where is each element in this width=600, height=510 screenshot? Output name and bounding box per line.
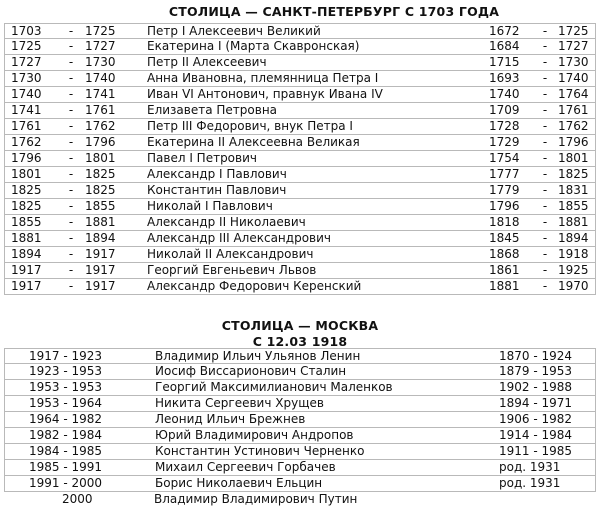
- birth-year: 1672: [489, 24, 520, 38]
- reign-end: 1881: [85, 215, 116, 229]
- life-dash: -: [542, 183, 548, 197]
- birth-year: 1845: [489, 231, 520, 245]
- reign-dash: -: [68, 135, 74, 149]
- section-title-moscow: СТОЛИЦА — МОСКВА: [221, 318, 379, 333]
- birth-year: 1684: [489, 39, 520, 53]
- ruler-name: Павел I Петрович: [147, 151, 257, 165]
- reign-end: 1825: [85, 183, 116, 197]
- life-years: 1879 - 1953: [499, 364, 573, 378]
- death-year: 1801: [558, 151, 589, 165]
- birth-year: 1729: [489, 135, 520, 149]
- death-year: 1925: [558, 263, 589, 277]
- birth-year: 1693: [489, 71, 520, 85]
- table-row: [4, 476, 596, 492]
- reign-start: 1703: [11, 24, 42, 38]
- reign-start: 1761: [11, 119, 42, 133]
- reign-dash: -: [68, 24, 74, 38]
- rulers-table-moscow: [4, 348, 596, 508]
- life-dash: -: [542, 87, 548, 101]
- reign-end: 1725: [85, 24, 116, 38]
- table-row: [4, 39, 596, 55]
- death-year: 1796: [558, 135, 589, 149]
- rule-years: 1985 - 1991: [29, 460, 103, 474]
- death-year: 1764: [558, 87, 589, 101]
- table-row: [4, 492, 596, 508]
- life-years: 1906 - 1982: [499, 412, 573, 426]
- life-years: род. 1931: [499, 460, 561, 474]
- table-row: [4, 444, 596, 460]
- table-row: [4, 380, 596, 396]
- reign-start: 1741: [11, 103, 42, 117]
- life-years: род. 1931: [499, 476, 561, 490]
- reign-start: 1825: [11, 183, 42, 197]
- death-year: 1740: [558, 71, 589, 85]
- life-years: 1894 - 1971: [499, 396, 573, 410]
- table-row: [4, 167, 596, 183]
- life-dash: -: [542, 215, 548, 229]
- table-row: [4, 215, 596, 231]
- ruler-name: Александр II Николаевич: [147, 215, 306, 229]
- death-year: 1970: [558, 279, 589, 293]
- reign-dash: -: [68, 247, 74, 261]
- ruler-name: Константин Павлович: [147, 183, 287, 197]
- rule-years: 1917 - 1923: [29, 349, 103, 363]
- death-year: 1855: [558, 199, 589, 213]
- table-row: [4, 71, 596, 87]
- birth-year: 1754: [489, 151, 520, 165]
- reign-start: 1725: [11, 39, 42, 53]
- life-dash: -: [542, 151, 548, 165]
- ruler-name: Леонид Ильич Брежнев: [155, 412, 306, 426]
- ruler-name: Николай I Павлович: [147, 199, 273, 213]
- table-row: [4, 23, 596, 39]
- reign-end: 1917: [85, 247, 116, 261]
- table-row: [4, 231, 596, 247]
- ruler-name: Георгий Максимилианович Маленков: [155, 380, 393, 394]
- ruler-name: Петр I Алексеевич Великий: [147, 24, 321, 38]
- table-row: [4, 460, 596, 476]
- ruler-name: Иван VI Антонович, правнук Ивана IV: [147, 87, 383, 101]
- table-row: [4, 279, 596, 295]
- life-dash: -: [542, 247, 548, 261]
- death-year: 1727: [558, 39, 589, 53]
- birth-year: 1861: [489, 263, 520, 277]
- ruler-name: Анна Ивановна, племянница Петра I: [147, 71, 379, 85]
- reign-end: 1917: [85, 263, 116, 277]
- reign-start: 1894: [11, 247, 42, 261]
- reign-end: 1825: [85, 167, 116, 181]
- reign-dash: -: [68, 279, 74, 293]
- birth-year: 1740: [489, 87, 520, 101]
- birth-year: 1715: [489, 55, 520, 69]
- life-dash: -: [542, 199, 548, 213]
- ruler-name: Петр II Алексеевич: [147, 55, 267, 69]
- death-year: 1831: [558, 183, 589, 197]
- ruler-name: Александр I Павлович: [147, 167, 287, 181]
- reign-start: 1796: [11, 151, 42, 165]
- reign-end: 1894: [85, 231, 116, 245]
- reign-dash: -: [68, 263, 74, 277]
- reign-end: 1762: [85, 119, 116, 133]
- table-row: [4, 247, 596, 263]
- reign-end: 1730: [85, 55, 116, 69]
- ruler-name: Владимир Владимирович Путин: [154, 492, 358, 506]
- reign-dash: -: [68, 151, 74, 165]
- reign-start: 1917: [11, 279, 42, 293]
- ruler-name: Екатерина I (Марта Скавронская): [147, 39, 360, 53]
- table-row: [4, 151, 596, 167]
- ruler-name: Елизавета Петровна: [147, 103, 278, 117]
- reign-start: 1730: [11, 71, 42, 85]
- reign-dash: -: [68, 103, 74, 117]
- reign-dash: -: [68, 231, 74, 245]
- table-row: [4, 199, 596, 215]
- reign-dash: -: [68, 39, 74, 53]
- death-year: 1761: [558, 103, 589, 117]
- table-row: [4, 87, 596, 103]
- table-row: [4, 103, 596, 119]
- reign-end: 1761: [85, 103, 116, 117]
- death-year: 1825: [558, 167, 589, 181]
- ruler-name: Екатерина II Алексеевна Великая: [147, 135, 360, 149]
- life-dash: -: [542, 71, 548, 85]
- death-year: 1762: [558, 119, 589, 133]
- birth-year: 1728: [489, 119, 520, 133]
- rule-years: 2000: [62, 492, 93, 506]
- rule-years: 1984 - 1985: [29, 444, 103, 458]
- life-years: 1870 - 1924: [499, 349, 573, 363]
- rule-years: 1982 - 1984: [29, 428, 103, 442]
- reign-dash: -: [68, 199, 74, 213]
- reign-start: 1740: [11, 87, 42, 101]
- life-dash: -: [542, 167, 548, 181]
- reign-end: 1796: [85, 135, 116, 149]
- life-dash: -: [542, 279, 548, 293]
- life-dash: -: [542, 39, 548, 53]
- rule-years: 1953 - 1953: [29, 380, 103, 394]
- ruler-name: Георгий Евгеньевич Львов: [147, 263, 317, 277]
- birth-year: 1881: [489, 279, 520, 293]
- table-row: [4, 396, 596, 412]
- reign-end: 1801: [85, 151, 116, 165]
- birth-year: 1818: [489, 215, 520, 229]
- table-row: [4, 412, 596, 428]
- reign-end: 1727: [85, 39, 116, 53]
- table-row: [4, 348, 596, 364]
- life-dash: -: [542, 263, 548, 277]
- ruler-name: Михаил Сергеевич Горбачев: [155, 460, 336, 474]
- birth-year: 1868: [489, 247, 520, 261]
- reign-dash: -: [68, 71, 74, 85]
- reign-start: 1855: [11, 215, 42, 229]
- life-dash: -: [542, 55, 548, 69]
- life-years: 1902 - 1988: [499, 380, 573, 394]
- rule-years: 1964 - 1982: [29, 412, 103, 426]
- reign-start: 1917: [11, 263, 42, 277]
- reign-start: 1727: [11, 55, 42, 69]
- reign-dash: -: [68, 119, 74, 133]
- ruler-name: Борис Николаевич Ельцин: [155, 476, 323, 490]
- birth-year: 1796: [489, 199, 520, 213]
- reign-dash: -: [68, 215, 74, 229]
- birth-year: 1777: [489, 167, 520, 181]
- table-row: [4, 135, 596, 151]
- section-subtitle-moscow-date: С 12.03 1918: [252, 334, 348, 349]
- ruler-name: Александр Федорович Керенский: [147, 279, 362, 293]
- reign-start: 1801: [11, 167, 42, 181]
- table-row: [4, 364, 596, 380]
- birth-year: 1779: [489, 183, 520, 197]
- rule-years: 1991 - 2000: [29, 476, 103, 490]
- reign-dash: -: [68, 87, 74, 101]
- reign-dash: -: [68, 55, 74, 69]
- reign-end: 1917: [85, 279, 116, 293]
- ruler-name: Константин Устинович Черненко: [155, 444, 365, 458]
- rulers-table-petersburg: [4, 23, 596, 295]
- reign-dash: -: [68, 167, 74, 181]
- ruler-name: Александр III Александрович: [147, 231, 331, 245]
- death-year: 1881: [558, 215, 589, 229]
- table-row: [4, 55, 596, 71]
- reign-end: 1741: [85, 87, 116, 101]
- death-year: 1730: [558, 55, 589, 69]
- ruler-name: Иосиф Виссарионович Сталин: [155, 364, 347, 378]
- ruler-name: Юрий Владимирович Андропов: [155, 428, 354, 442]
- death-year: 1894: [558, 231, 589, 245]
- life-years: 1911 - 1985: [499, 444, 573, 458]
- table-row: [4, 183, 596, 199]
- life-dash: -: [542, 135, 548, 149]
- life-dash: -: [542, 119, 548, 133]
- reign-start: 1825: [11, 199, 42, 213]
- ruler-name: Владимир Ильич Ульянов Ленин: [155, 349, 361, 363]
- birth-year: 1709: [489, 103, 520, 117]
- table-row: [4, 263, 596, 279]
- section-title-petersburg: СТОЛИЦА — САНКТ-ПЕТЕРБУРГ С 1703 ГОДА: [168, 4, 500, 19]
- life-years: 1914 - 1984: [499, 428, 573, 442]
- death-year: 1725: [558, 24, 589, 38]
- ruler-name: Никита Сергеевич Хрущев: [155, 396, 324, 410]
- life-dash: -: [542, 231, 548, 245]
- reign-dash: -: [68, 183, 74, 197]
- table-row: [4, 428, 596, 444]
- ruler-name: Николай II Александрович: [147, 247, 314, 261]
- reign-start: 1762: [11, 135, 42, 149]
- rule-years: 1953 - 1964: [29, 396, 103, 410]
- life-dash: -: [542, 103, 548, 117]
- life-dash: -: [542, 24, 548, 38]
- reign-start: 1881: [11, 231, 42, 245]
- reign-end: 1855: [85, 199, 116, 213]
- death-year: 1918: [558, 247, 589, 261]
- ruler-name: Петр III Федорович, внук Петра I: [147, 119, 353, 133]
- rule-years: 1923 - 1953: [29, 364, 103, 378]
- table-row: [4, 119, 596, 135]
- reign-end: 1740: [85, 71, 116, 85]
